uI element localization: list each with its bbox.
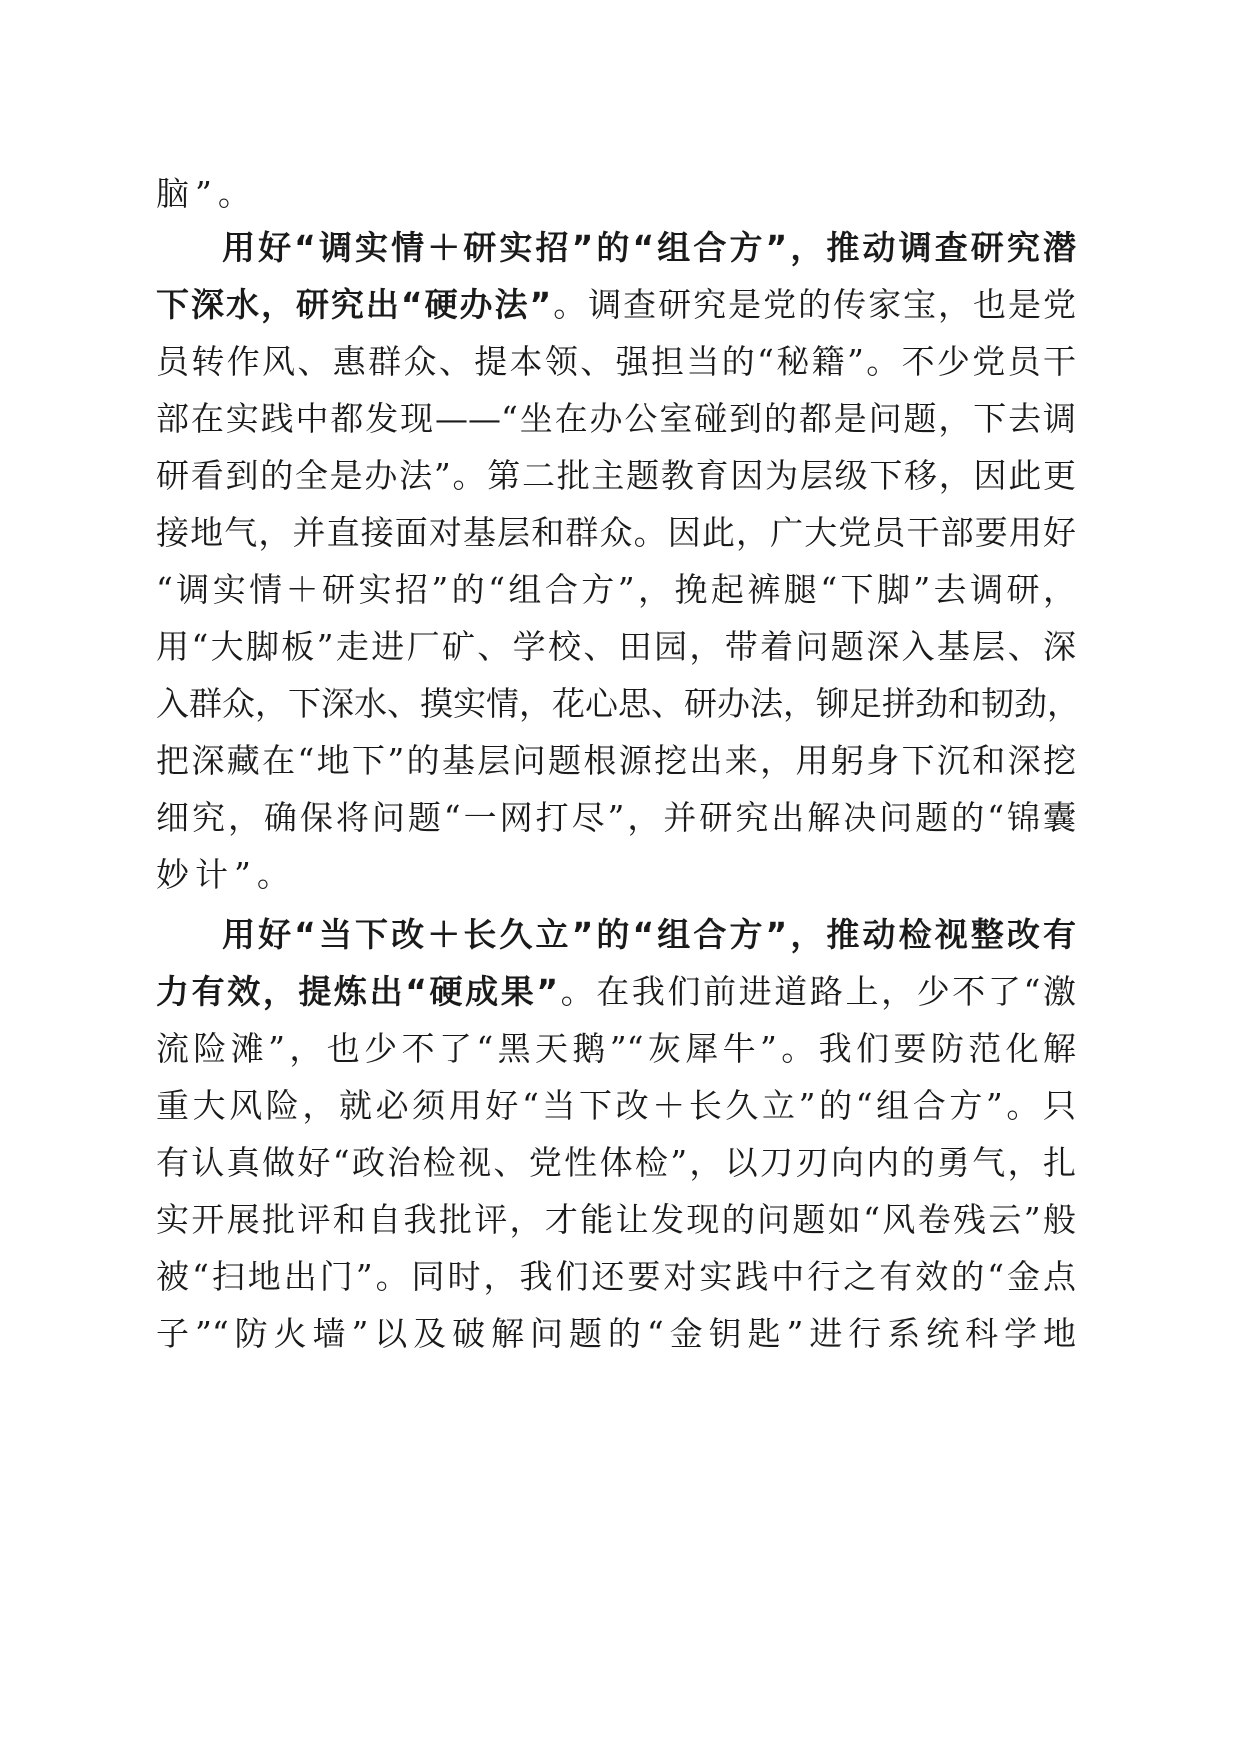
text-line [156,970,1076,1014]
text-line [156,340,1076,384]
line-text: 。调查研究是党的传家宝，也是党 [551,285,1076,324]
line-text: 部在实践中都发现——“坐在办公室碰到的都是问题，下去调 [156,399,1076,438]
text-line [156,1084,1076,1128]
line-text: 入群众，下深水、摸实情，花心思、研办法，铆足拼劲和韧劲， [156,684,1080,723]
line-text: 。在我们前进道路上，少不了“激 [558,972,1076,1011]
text-line [156,853,1076,897]
heading-text: 用好“调实情＋研实招”的“组合方”，推动调查研究潜 [222,228,1076,267]
text-line [156,739,1076,783]
line-text: 接地气，并直接面对基层和群众。因此，广大党员干部要用好 [156,513,1076,552]
line-text: 有认真做好“政治检视、党性体检”，以刀刃向内的勇气，扎 [156,1143,1076,1182]
line-text: 用“大脚板”走进厂矿、学校、田园，带着问题深入基层、深 [156,627,1076,666]
line-text: 子”“防火墙”以及破解问题的“金钥匙”进行系统科学地 [156,1314,1076,1353]
text-line [156,172,1076,216]
text-line [156,283,1076,327]
text-line [222,226,1076,270]
line-text: 把深藏在“地下”的基层问题根源挖出来，用躬身下沉和深挖 [156,741,1076,780]
line-text: “调实情＋研实招”的“组合方”，挽起裤腿“下脚”去调研， [156,570,1076,609]
heading-text: 下深水，研究出“硬办法” [156,285,552,324]
text-line [156,796,1076,840]
line-text: 研看到的全是办法”。第二批主题教育因为层级下移，因此更 [156,456,1076,495]
text-line [156,1198,1076,1242]
line-text: 实开展批评和自我批评，才能让发现的问题如“风卷残云”般 [156,1200,1076,1239]
text-line [156,1141,1076,1185]
line-text: 脑”。 [156,174,257,213]
heading-text: 用好“当下改＋长久立”的“组合方”，推动检视整改有 [222,915,1076,954]
line-text: 员转作风、惠群众、提本领、强担当的“秘籍”。不少党员干 [156,342,1076,381]
line-text: 细究，确保将问题“一网打尽”，并研究出解决问题的“锦囊 [156,798,1076,837]
text-line [156,454,1076,498]
text-line [156,625,1076,669]
line-text: 重大风险，就必须用好“当下改＋长久立”的“组合方”。只 [156,1086,1076,1125]
text-line [156,682,1080,726]
text-line [156,511,1076,555]
line-text: 被“扫地出门”。同时，我们还要对实践中行之有效的“金点 [156,1257,1076,1296]
text-line [156,1312,1076,1356]
text-line [156,1027,1076,1071]
heading-text: 力有效，提炼出“硬成果” [156,972,559,1011]
text-line [156,1255,1076,1299]
text-line [156,397,1076,441]
line-text: 妙计”。 [156,855,296,894]
line-text: 流险滩”，也少不了“黑天鹅”“灰犀牛”。我们要防范化解 [156,1029,1076,1068]
text-line [222,913,1076,957]
text-line [156,568,1076,612]
